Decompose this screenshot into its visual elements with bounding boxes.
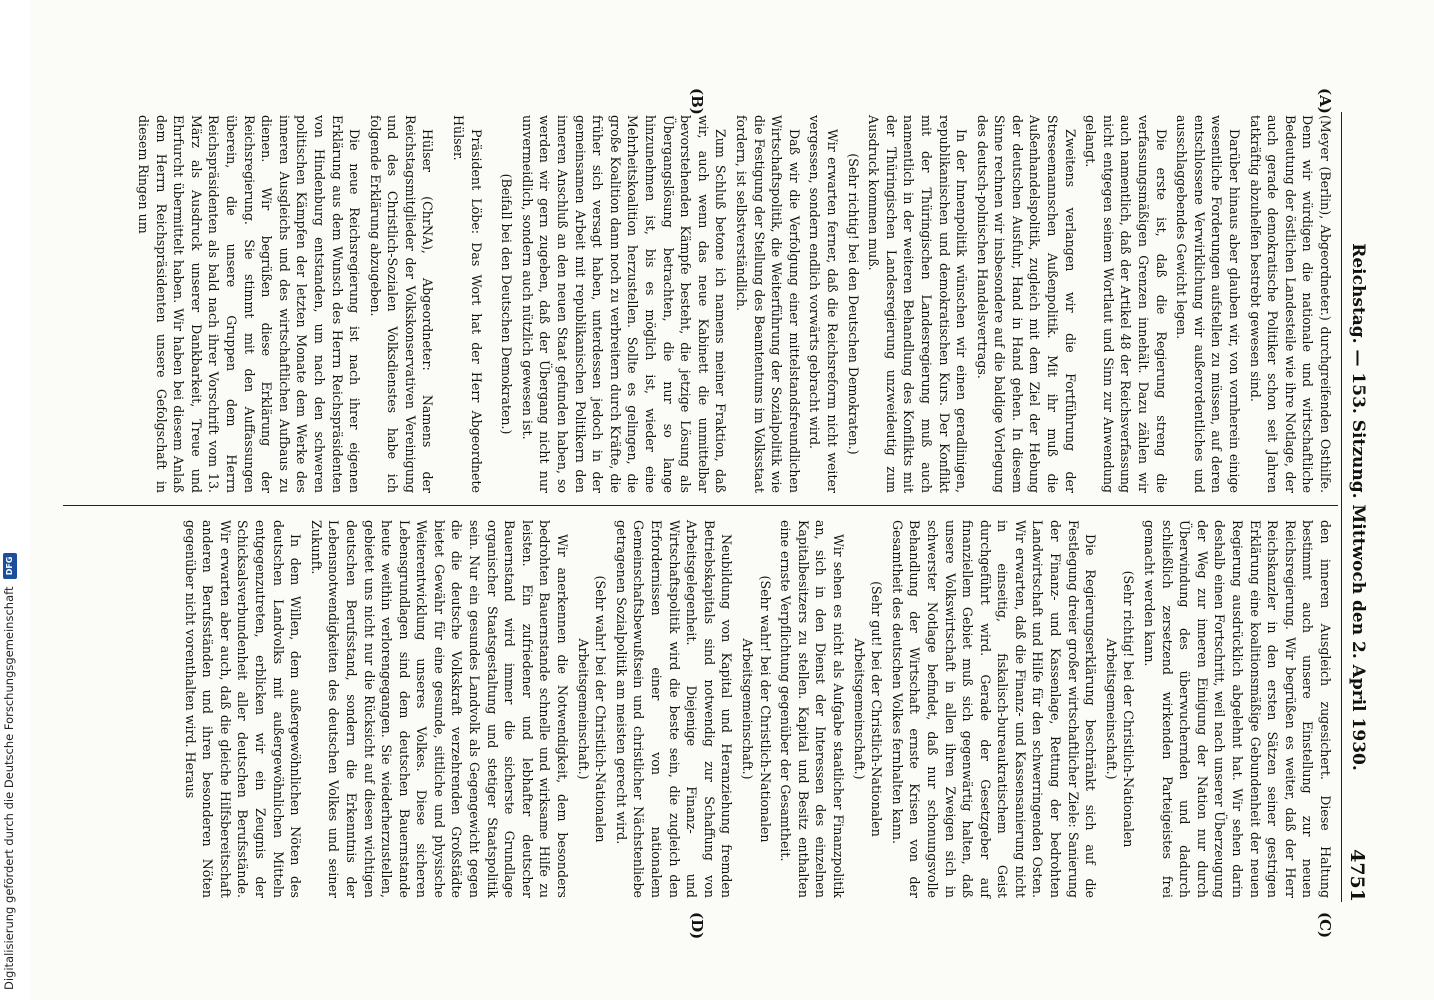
digitization-credit (2, 0, 28, 990)
paragraph: Die neue Reichsregierung ist nach ihrer eigenen Erklärung aus dem Wunsch des Herrn Reichspräsidenten von Hindenburg entstanden, um nach den schweren politischen Kämpfen der letzten Monate dem Werke des inneren Ausgleichs und des wirtschaftlichen Aufbaus zu dienen. Wir begrüßen diese Erklärung der Reichsregierung. Sie stimmt mit den Auffassungen überein, die unsere Gruppen dem Herrn Reichspräsidenten als bald nach ihrer Vorschrift vom 13. März als Ausdruck unserer Dankbarkeit, Treue und Ehrfurcht übermittelt haben. Wir haben bei diesem Anlaß dem Herrn Reichspräsidenten unsere Gefolgschaft in diesem Ringen um (136, 115, 363, 493)
paragraph: Die erste ist, daß die Regierung streng die verfassungsmäßigen Grenzen innehält. Dazu zählen wir auch namentlich, daß der Artikel 48 der Reichsverfassung nicht entgegen seinem Wortlaut und Sinn zur Anwendung gelangt. (1083, 115, 1169, 493)
column-divider (63, 505, 1338, 506)
paragraph: Daß wir die Verfolgung einer mittelstandsfreundlichen Wirtschaftspolitik, die Weiterführung der Sozialpolitik wie die Festigung der Stellung des Beamtentums im Volksstaat fordern, ist selbstverständlich. (734, 115, 802, 493)
paragraph: Zum Schluß betone ich namens meiner Fraktion, daß wir, auch wenn das neue Kabinett die unmittelbar bevorstehenden Kämpfe besteht, die jetzige Lösung als Übergangslösung betrachten, die nur so lange hinzunehmen ist, bis es möglich ist, wieder eine Mehrheitskoalition herzustellen. Sollte es gelingen, die große Koalition dann noch zu verbreitern durch Kräfte, die früher sich versagt haben, unterdessen jedoch in der gemeinsamen Arbeit mit republikanischen Politikern den inneren Anschluß an den neuen Staat gefunden haben, so werden wir gern zugeben, daß der Übergang nicht nur unvermeidlich, sondern auch nützlich gewesen ist. (519, 115, 729, 493)
interjection: (Sehr richtig! bei der Christlich-Nationalen Arbeitsgemeinschaft.) (1103, 570, 1137, 848)
credit-text: Digitalisierung gefördert durch die Deutsche Forschungsgemeinschaft (2, 586, 16, 990)
paragraph: Zweitens verlangen wir die Fortführung der Streseemannschen Außenpolitik. Mit ihr muß die Außenhandelspolitik, zugleich mit dem Ziel der Hebung der deutschen Ausfuhr, Hand in Hand gehen. In diesem Sinne rechnen wir insbesondere auf die baldige Vorlegung des deutsch-polnischen Handelsvertrags. (974, 115, 1078, 493)
paragraph: Neubildung von Kapital und Heranziehung fremden Betriebskapitals sind notwendig zur Schaffung von Arbeitsgelegenheit. Diejenige Finanz- und Wirtschaftspolitik wird die beste sein, die zugleich den Erfordernissen einer von nationalem Gemeinschaftsbewußtsein und christlicher Nächstenliebe getragenen Sozialpolitik am meisten gerecht wird. (613, 520, 735, 898)
dfg-logo-icon: DFG (3, 553, 17, 579)
margin-marker-c: (C) (1316, 912, 1334, 939)
interjection: (Sehr richtig! bei den Deutschen Demokraten.) (845, 153, 861, 455)
footer-strip (0, 0, 30, 1000)
page-number: 4751 (1346, 849, 1368, 902)
left-column (131, 115, 1334, 493)
paragraph: Wir anerkennen die Notwendigkeit, dem besonders bedrohten Bauernstande schnelle und wirksame Hilfe zu leisten. Ein zufriedener und lebhafter deutscher Bauernstand wird immer die sicherste Grundlage organischer Staatsgestaltung und stetiger Staatspolitik sein. Nur ein gesundes Landvolk als Gegengewicht gegen die die deutsche Volkskraft verzehrenden Großstädte bietet Gewähr für eine gesunde, sittliche und physische Weiterentwicklung unseres Volkes. Diese sicheren Lebensgrundlagen sind dem deutschen Bauernstande heute weithin verlorengegangen. Sie wiederherzustellen, gebietet uns nicht nur die Rücksicht auf diesen wichtigen deutschen Berufsstand, sondern die Erkenntnis der Lebensnotwendigkeiten des deutschen Volkes und seiner Zukunft. (308, 520, 571, 898)
paragraph: Wir erwarten ferner, daß die Reichsreform nicht weiter vergessen, sondern endlich vorwärts gebracht wird. (807, 115, 840, 493)
paragraph: Wir sehen es nicht als Aufgabe staatlicher Finanzpolitik an, sich in den Dienst der Interessen des einzelnen Kapitalbesitzers zu stellen. Kapital und Besitz enthalten eine ernste Verpflichtung gegenüber der Gesamtheit. (778, 520, 846, 898)
spacer (437, 115, 447, 493)
paragraph: In dem Willen, dem außergewöhnlichen Nöten des deutschen Landvolks mit außergewöhnlichen Mitteln entgegenzutreten, erblicken wir ein Zeugnis der Schicksalsverbundenheit aller deutschen Berufsstände. Wir erwarten aber auch, daß die gleiche Hilfsbereitschaft anderen Berufsständen und ihren besonderen Nöten gegenüber nicht vorenthalten wird. Heraus (182, 520, 304, 898)
spacer (485, 115, 495, 493)
paragraph: Darüber hinaus aber glauben wir, von vornherein einige wesentliche Forderungen aufstellen zu müssen, auf deren entschlossene Verwirklichung wir außerordentliches und ausschlaggebendes Gewicht legen. (1174, 115, 1243, 493)
running-head (1344, 112, 1368, 902)
paragraph: den inneren Ausgleich zugesichert. Diese Haltung bestimmt auch unsere Einstellung zur neuen Reichsregierung. Wir begrüßen es weiter, daß der Herr Reichskanzler in den ersten Sätzen seiner gestrigen Erklärung eine koalitionsmäßige Gebundenheit der neuen Regierung ausdrücklich abgelehnt hat. Wir sehen darin deshalb einen Fortschritt, weil nach unserer Überzeugung der Weg zur inneren Einigung der Nation nur durch Überwindung des überwuchernden und dadurch schließlich zersetzend wirkenden Parteigeistes frei gemacht werden kann. (1142, 520, 1333, 898)
interjection: (Sehr wahr! bei der Christlich-Nationalen Arbeitsgemeinschaft.) (740, 575, 773, 843)
page-header-title: Reichstag. — 153. Sitzung. Mittwoch den 2. April 1930. (1348, 243, 1368, 771)
margin-marker-d: (D) (688, 912, 706, 940)
header-rule (1341, 112, 1342, 902)
interjection: (Sehr gut! bei der Christlich-Nationalen Arbeitsgemeinschaft.) (851, 581, 885, 837)
paragraph: Die Regierungserklärung beschränkt sich auf die Festlegung dreier großer wirtschaftlicher Ziele: Sanierung der Finanz- und Kassenlage, Rettung der bedrohten Landwirtschaft und Hilfe für den schwerringenden Osten. Wir erwarten, daß die Finanz- und Kassensanierung nicht in einseitig, fiskalisch-bureaukratischem Geist durchgeführt wird. Gerade der Gesetzgeber auf finanziellem Gebiet muß sich gegenwärtig halten, daß unsere Volkswirtschaft in allen ihren Zweigen sich in schwerster Notlage befindet, daß nur schonungsvolle Behandlung der Wirtschaft ernste Krisen von der Gesamtheit des deutschen Volkes fernhalten kann. (889, 520, 1099, 898)
interjection: (Sehr wahr! bei der Christlich-Nationalen Arbeitsgemeinschaft.) (575, 575, 609, 843)
speaker-paragraph: Präsident Löbe: Das Wort hat der Herr Abgeordnete Hülser. (451, 115, 484, 493)
paragraph: In der Innenpolitik wünschen wir einen geradlinigen, republikanischen und demokratischen Kurs. Der Konflikt mit der Thüringischen Landesregierung muß auch namentlich in der weiteren Behandlung des Konflikts mit der Thüringischen Landesregierung unzweideutig zum Ausdruck kommen muß. (866, 115, 970, 493)
margin-marker-b: (B) (688, 88, 706, 115)
paragraph: (Meyer (Berlin), Abgeordneter.) durchgreifenden Osthilfe. Denn wir würdigen die nationale und wirtschaftliche Bedeutung der östlichen Landesteile wie ihre Notlage, der auch gerade demokratische Politiker schon seit Jahren tatkräftig abzuhelfen bestrebt gewesen sind. (1247, 115, 1333, 493)
interjection: (Beifall bei den Deutschen Demokraten.) (499, 173, 515, 435)
right-column (178, 520, 1334, 898)
speaker-paragraph: Hülser (ChrNA), Abgeordneter: Namens der Reichstagsmitglieder der Volkskonservativen Vereinigung und des Christlich-Sozialen Volksdienstes habe ich folgende Erklärung abzugeben. (367, 115, 436, 493)
margin-marker-a: (A) (1316, 88, 1334, 114)
